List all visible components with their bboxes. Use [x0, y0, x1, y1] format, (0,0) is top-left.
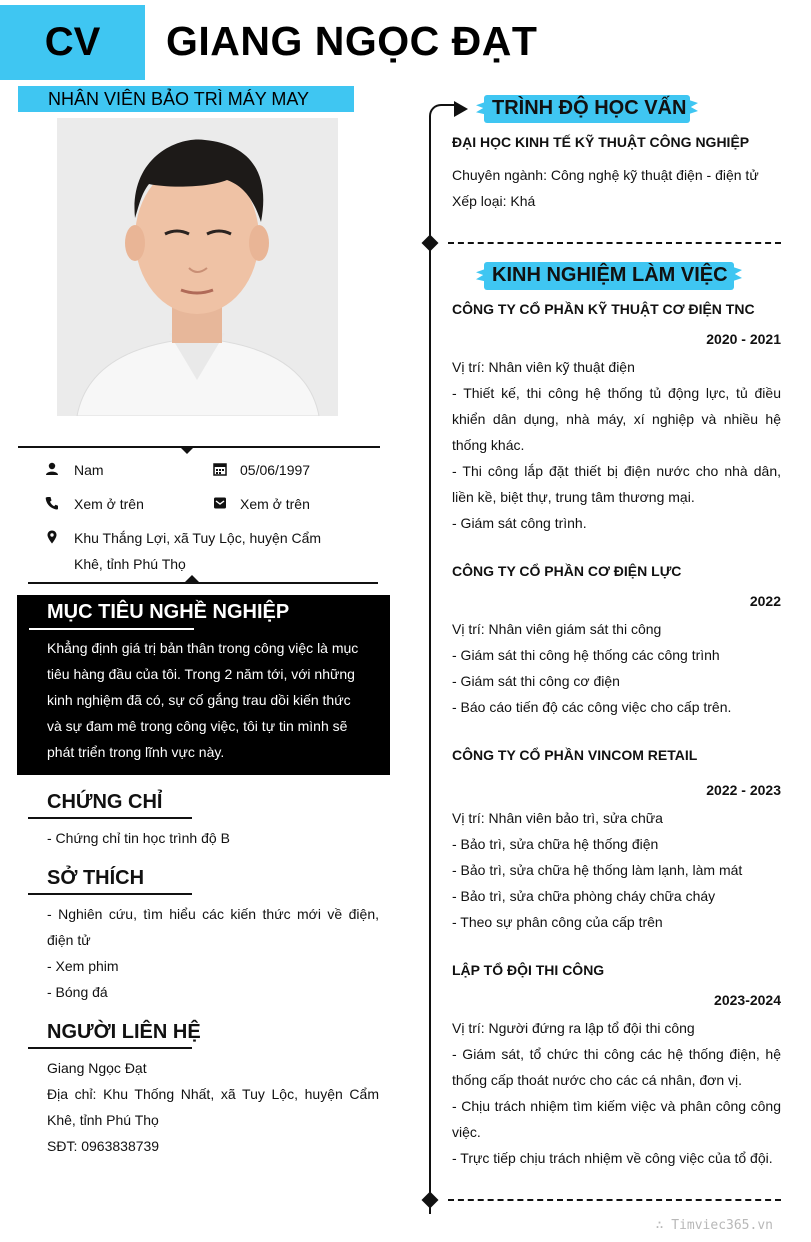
certificate-item: - Chứng chỉ tin học trình độ B — [47, 830, 230, 846]
objective-line: tiêu hàng đầu của tôi. Trong 2 năm tới, với những — [47, 666, 355, 682]
hobbies-underline — [28, 893, 192, 895]
education-divider — [448, 242, 781, 244]
job-role: Vị trí: Nhân viên bảo trì, sửa chữa — [452, 810, 663, 826]
job-task: - Giám sát, tổ chức thi công các hệ thống điện, hệ thống cấp thoát nước cho các cá nhân, đơn vị. — [452, 1046, 781, 1088]
job-task: - Bảo trì, sửa chữa phòng cháy chữa cháy — [452, 888, 716, 904]
job-details — [452, 354, 781, 536]
email-icon — [213, 496, 227, 510]
job-task: - Trực tiếp chịu trách nhiệm về công việc của tổ đội. — [452, 1150, 773, 1166]
user-icon — [45, 462, 59, 476]
job-role: Vị trí: Nhân viên kỹ thuật điện — [452, 359, 635, 375]
hobbies-title: SỞ THÍCH — [47, 867, 145, 889]
job-period: 2023-2024 — [714, 992, 781, 1008]
cv-badge: CV — [0, 5, 145, 80]
objective-underline — [29, 628, 194, 630]
job-task: - Bảo trì, sửa chữa hệ thống điện — [452, 836, 659, 852]
timeline-diamond-icon — [422, 235, 439, 252]
reference-title: NGƯỜI LIÊN HỆ — [47, 1021, 201, 1043]
certificates-underline — [28, 817, 192, 819]
objective-line: kinh nghiệm đã có, sự cố gắng trau dồi kiến thức — [47, 692, 351, 708]
reference-address: Địa chỉ: Khu Thống Nhất, xã Tuy Lộc, huyện Cẩm Khê, tỉnh Phú Thọ — [47, 1086, 379, 1128]
reference-underline — [28, 1047, 192, 1049]
phone-icon — [45, 496, 59, 510]
job-task: - Báo cáo tiến độ các công việc cho cấp trên. — [452, 699, 732, 715]
profile-photo — [57, 118, 338, 416]
job-task: - Giám sát thi công cơ điện — [452, 673, 620, 689]
job-task: - Thiết kế, thi công hệ thống tủ động lực, tủ điều khiển dân dụng, nhà máy, xí nghiệp và nhiều hệ thống khác. — [452, 385, 781, 453]
objective-line: Khẳng định giá trị bản thân trong công việc là mục — [47, 640, 359, 656]
info-bottom-pointer — [184, 575, 200, 583]
phone-value: Xem ở trên — [74, 496, 144, 512]
timeline-diamond-icon — [422, 1192, 439, 1209]
candidate-name: GIANG NGỌC ĐẠT — [166, 18, 538, 64]
hobby-item: - Bóng đá — [47, 984, 108, 1000]
education-details — [452, 162, 781, 214]
objective-title: MỤC TIÊU NGHỀ NGHIỆP — [47, 601, 290, 623]
job-role: Vị trí: Nhân viên giám sát thi công — [452, 621, 662, 637]
birthday-value: 05/06/1997 — [240, 462, 311, 478]
address-line-1: Khu Thắng Lợi, xã Tuy Lộc, huyện Cẩm — [74, 530, 322, 546]
experience-divider — [448, 1199, 781, 1201]
hobby-item: - Xem phim — [47, 958, 119, 974]
school-name: ĐẠI HỌC KINH TẾ KỸ THUẬT CÔNG NGHIỆP — [452, 134, 750, 150]
reference-details — [47, 1055, 379, 1159]
objective-line: và sự đam mê trong công việc, tôi tự tin mình sẽ — [47, 718, 348, 734]
objective-line: phát triển trong lĩnh vực này. — [47, 744, 225, 760]
calendar-icon — [213, 462, 227, 476]
job-task: - Giám sát công trình. — [452, 515, 587, 531]
job-title: NHÂN VIÊN BẢO TRÌ MÁY MAY — [18, 86, 354, 112]
job-period: 2022 — [749, 593, 781, 609]
job-company: CÔNG TY CỔ PHẦN CƠ ĐIỆN LỰC — [452, 563, 682, 579]
timeline-line — [429, 120, 431, 1214]
watermark: ∴ Timviec365.vn — [655, 1218, 773, 1233]
address-value — [74, 525, 334, 577]
job-details — [452, 1015, 781, 1171]
reference-phone: SĐT: 0963838739 — [47, 1138, 160, 1154]
career-objective-panel — [17, 595, 390, 775]
info-bottom-divider — [28, 582, 378, 584]
job-company: LẬP TỔ ĐỘI THI CÔNG — [452, 962, 605, 978]
address-line-2: Khê, tỉnh Phú Thọ — [74, 556, 186, 572]
job-details — [452, 616, 781, 720]
job-company: CÔNG TY CỔ PHẦN VINCOM RETAIL — [452, 747, 698, 763]
info-top-divider — [18, 446, 380, 448]
job-task: - Theo sự phân công của cấp trên — [452, 914, 663, 930]
job-details — [452, 805, 781, 935]
hobby-item: - Nghiên cứu, tìm hiểu các kiến thức mới về điện, điện tử — [47, 906, 379, 948]
avatar-illustration — [57, 118, 338, 416]
job-task: - Giám sát thi công hệ thống các công trình — [452, 647, 720, 663]
job-task: - Bảo trì, sửa chữa hệ thống làm lạnh, làm mát — [452, 862, 743, 878]
education-rank: Xếp loại: Khá — [452, 193, 536, 209]
job-period: 2020 - 2021 — [706, 331, 781, 347]
objective-text — [47, 635, 360, 765]
certificates-title: CHỨNG CHỈ — [47, 791, 163, 813]
job-task: - Chịu trách nhiệm tìm kiếm việc và phân công công việc. — [452, 1098, 781, 1140]
education-major: Chuyên ngành: Công nghệ kỹ thuật điện - điện tử — [452, 167, 759, 183]
map-pin-icon — [45, 530, 59, 544]
job-role: Vị trí: Người đứng ra lập tổ đội thi công — [452, 1020, 695, 1036]
job-task: - Thi công lắp đặt thiết bị điện nước cho nhà dân, liền kề, biệt thự, trung tâm thương mại. — [452, 463, 781, 505]
timeline-arrow-icon — [454, 101, 468, 117]
reference-name: Giang Ngọc Đạt — [47, 1060, 147, 1076]
experience-title: KINH NGHIỆM LÀM VIỆC — [492, 264, 728, 286]
education-title: TRÌNH ĐỘ HỌC VẤN — [492, 97, 687, 119]
email-value: Xem ở trên — [240, 496, 310, 512]
gender-value: Nam — [74, 462, 104, 478]
job-period: 2022 - 2023 — [706, 782, 781, 798]
hobbies-list — [47, 901, 379, 1005]
timeline-curve — [429, 104, 455, 124]
job-company: CÔNG TY CỔ PHẦN KỸ THUẬT CƠ ĐIỆN TNC — [452, 301, 755, 317]
info-top-pointer — [179, 446, 195, 454]
